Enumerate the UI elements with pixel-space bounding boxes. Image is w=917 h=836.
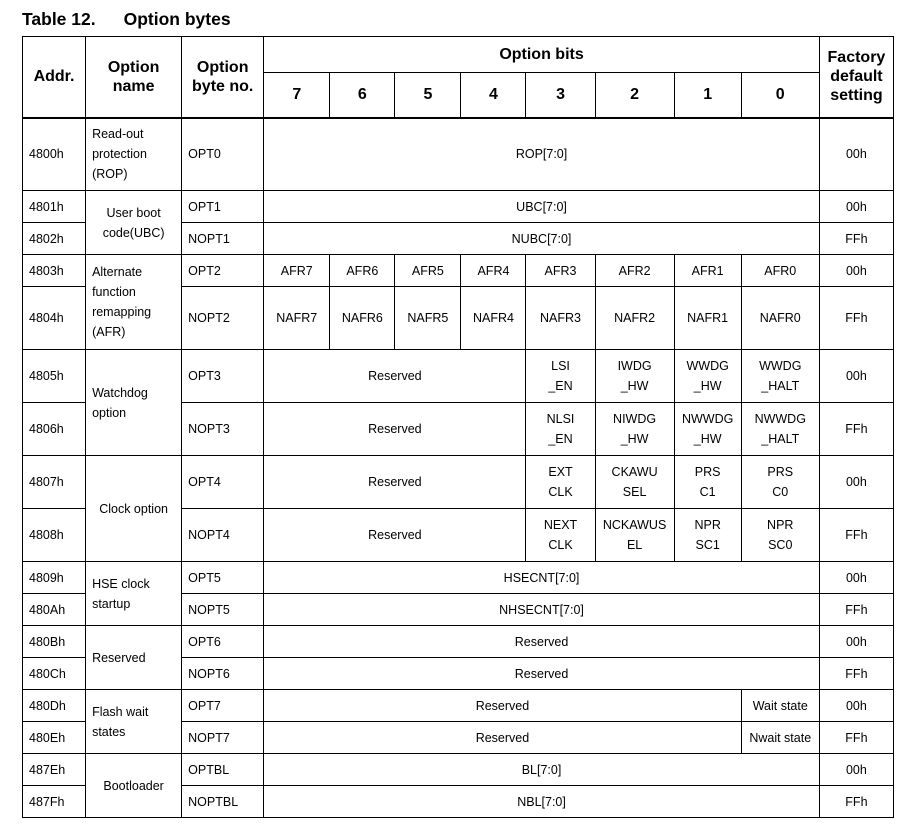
addr-cell: 4803h: [23, 255, 86, 287]
table-row: [23, 754, 894, 786]
bit-cell: NPR SC0: [741, 509, 819, 562]
byte-no-cell: NOPT3: [182, 403, 264, 456]
header-bit-4: 4: [461, 73, 526, 118]
default-cell: 00h: [819, 626, 893, 658]
byte-no-cell: OPT6: [182, 626, 264, 658]
default-cell: FFh: [819, 658, 893, 690]
bit-cell: NAFR2: [595, 287, 674, 350]
reserved-cell: Reserved: [264, 722, 741, 754]
reserved-cell: Reserved: [264, 456, 526, 509]
byte-no-cell: OPTBL: [182, 754, 264, 786]
byte-no-cell: NOPT7: [182, 722, 264, 754]
bit-cell: IWDG _HW: [595, 350, 674, 403]
addr-cell: 4804h: [23, 287, 86, 350]
addr-cell: 4808h: [23, 509, 86, 562]
bit-cell: WWDG _HALT: [741, 350, 819, 403]
bit-cell: NAFR3: [526, 287, 595, 350]
table-row: [23, 255, 894, 287]
header-addr: Addr.: [23, 37, 86, 118]
default-cell: FFh: [819, 403, 893, 456]
bit-cell: NAFR4: [461, 287, 526, 350]
option-name-cell: Alternate function remapping (AFR): [86, 255, 182, 350]
byte-no-cell: OPT0: [182, 118, 264, 191]
bit-cell: Wait state: [741, 690, 819, 722]
bit-cell: NPR SC1: [674, 509, 741, 562]
bit-cell: NWWDG _HALT: [741, 403, 819, 456]
default-cell: FFh: [819, 594, 893, 626]
byte-no-cell: NOPT1: [182, 223, 264, 255]
byte-no-cell: OPT7: [182, 690, 264, 722]
addr-cell: 4809h: [23, 562, 86, 594]
option-bytes-table: [22, 36, 894, 818]
addr-cell: 4800h: [23, 118, 86, 191]
header-option-name: Option name: [86, 37, 182, 118]
bit-cell: Nwait state: [741, 722, 819, 754]
option-bits-cell: Reserved: [264, 626, 820, 658]
header-bit-3: 3: [526, 73, 595, 118]
bit-cell: NLSI _EN: [526, 403, 595, 456]
bit-cell: AFR7: [264, 255, 330, 287]
header-bit-2: 2: [595, 73, 674, 118]
bit-cell: LSI _EN: [526, 350, 595, 403]
bit-cell: EXT CLK: [526, 456, 595, 509]
byte-no-cell: OPT4: [182, 456, 264, 509]
default-cell: FFh: [819, 786, 893, 818]
header-bit-6: 6: [330, 73, 395, 118]
addr-cell: 487Eh: [23, 754, 86, 786]
option-name-cell: Bootloader: [86, 754, 182, 818]
byte-no-cell: NOPT5: [182, 594, 264, 626]
table-row: [23, 118, 894, 191]
addr-cell: 480Dh: [23, 690, 86, 722]
default-cell: 00h: [819, 118, 893, 191]
option-bits-cell: Reserved: [264, 658, 820, 690]
table-number: Table 12.: [22, 9, 96, 29]
reserved-cell: Reserved: [264, 690, 741, 722]
option-bits-cell: NBL[7:0]: [264, 786, 820, 818]
bit-cell: AFR0: [741, 255, 819, 287]
default-cell: FFh: [819, 287, 893, 350]
default-cell: 00h: [819, 456, 893, 509]
default-cell: 00h: [819, 255, 893, 287]
bit-cell: AFR4: [461, 255, 526, 287]
bit-cell: AFR3: [526, 255, 595, 287]
bit-cell: WWDG _HW: [674, 350, 741, 403]
reserved-cell: Reserved: [264, 350, 526, 403]
addr-cell: 480Eh: [23, 722, 86, 754]
byte-no-cell: OPT1: [182, 191, 264, 223]
option-bits-cell: UBC[7:0]: [264, 191, 820, 223]
header-bit-0: 0: [741, 73, 819, 118]
addr-cell: 4807h: [23, 456, 86, 509]
byte-no-cell: OPT2: [182, 255, 264, 287]
addr-cell: 4805h: [23, 350, 86, 403]
option-name-cell: User boot code(UBC): [86, 191, 182, 255]
option-name-cell: Read-out protection (ROP): [86, 118, 182, 191]
bit-cell: NAFR5: [395, 287, 461, 350]
header-option-bits: Option bits: [264, 37, 820, 73]
header-bit-1: 1: [674, 73, 741, 118]
byte-no-cell: NOPTBL: [182, 786, 264, 818]
bit-cell: AFR5: [395, 255, 461, 287]
bit-cell: NCKAWUS EL: [595, 509, 674, 562]
bit-cell: NAFR6: [330, 287, 395, 350]
bit-cell: AFR2: [595, 255, 674, 287]
table-row: [23, 191, 894, 223]
bit-cell: PRS C0: [741, 456, 819, 509]
default-cell: 00h: [819, 754, 893, 786]
bit-cell: NAFR7: [264, 287, 330, 350]
bit-cell: CKAWU SEL: [595, 456, 674, 509]
default-cell: FFh: [819, 722, 893, 754]
table-caption: [22, 9, 231, 30]
table-row: [23, 350, 894, 403]
byte-no-cell: NOPT6: [182, 658, 264, 690]
header-bit-7: 7: [264, 73, 330, 118]
default-cell: 00h: [819, 350, 893, 403]
bit-cell: NWWDG _HW: [674, 403, 741, 456]
byte-no-cell: NOPT4: [182, 509, 264, 562]
default-cell: FFh: [819, 509, 893, 562]
bit-cell: NAFR0: [741, 287, 819, 350]
table-row: [23, 690, 894, 722]
bit-cell: NAFR1: [674, 287, 741, 350]
addr-cell: 480Ch: [23, 658, 86, 690]
addr-cell: 487Fh: [23, 786, 86, 818]
byte-no-cell: OPT3: [182, 350, 264, 403]
reserved-cell: Reserved: [264, 509, 526, 562]
addr-cell: 480Bh: [23, 626, 86, 658]
addr-cell: 4802h: [23, 223, 86, 255]
addr-cell: 4806h: [23, 403, 86, 456]
option-bits-cell: NHSECNT[7:0]: [264, 594, 820, 626]
header-bit-5: 5: [395, 73, 461, 118]
bit-cell: NEXT CLK: [526, 509, 595, 562]
bit-cell: AFR1: [674, 255, 741, 287]
bit-cell: NIWDG _HW: [595, 403, 674, 456]
default-cell: 00h: [819, 191, 893, 223]
default-cell: 00h: [819, 690, 893, 722]
option-name-cell: Reserved: [86, 626, 182, 690]
option-name-cell: Clock option: [86, 456, 182, 562]
reserved-cell: Reserved: [264, 403, 526, 456]
header-factory-default: Factory default setting: [819, 37, 893, 118]
option-bits-cell: NUBC[7:0]: [264, 223, 820, 255]
option-name-cell: Watchdog option: [86, 350, 182, 456]
option-bits-cell: HSECNT[7:0]: [264, 562, 820, 594]
header-row: [23, 37, 894, 73]
byte-no-cell: NOPT2: [182, 287, 264, 350]
table-title: Option bytes: [123, 9, 231, 29]
table-row: [23, 626, 894, 658]
table-row: [23, 456, 894, 509]
option-name-cell: Flash wait states: [86, 690, 182, 754]
header-option-byte-no: Option byte no.: [182, 37, 264, 118]
option-bits-cell: ROP[7:0]: [264, 118, 820, 191]
bit-cell: PRS C1: [674, 456, 741, 509]
addr-cell: 480Ah: [23, 594, 86, 626]
option-bits-cell: BL[7:0]: [264, 754, 820, 786]
addr-cell: 4801h: [23, 191, 86, 223]
default-cell: FFh: [819, 223, 893, 255]
bit-cell: AFR6: [330, 255, 395, 287]
table-row: [23, 562, 894, 594]
default-cell: 00h: [819, 562, 893, 594]
option-name-cell: HSE clock startup: [86, 562, 182, 626]
byte-no-cell: OPT5: [182, 562, 264, 594]
